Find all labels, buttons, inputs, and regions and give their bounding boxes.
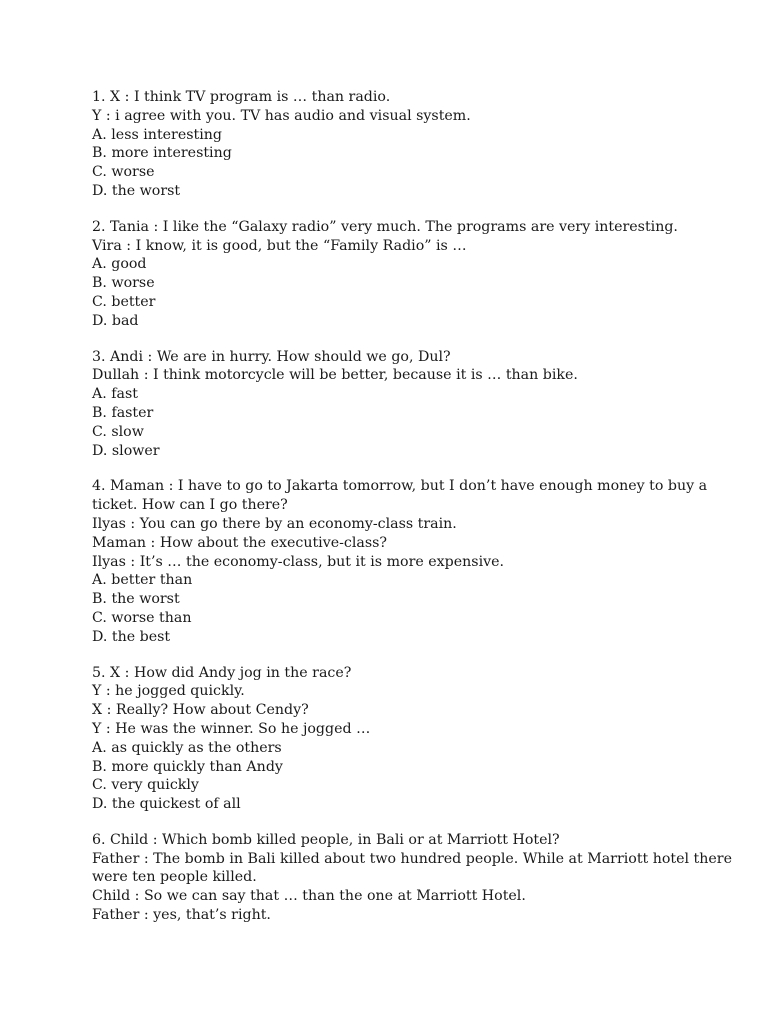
question-5-option-c: C. very quickly	[92, 777, 199, 794]
question-3-option-d: D. slower	[92, 442, 160, 459]
question-5-followup: X : Really? How about Cendy?	[92, 702, 309, 719]
question-3-reply: Dullah : I think motorcycle will be better, because it is … than bike.	[92, 367, 578, 384]
document-page	[92, 88, 732, 942]
question-2-option-d: D. bad	[92, 312, 139, 329]
question-2-reply: Vira : I know, it is good, but the “Family Radio” is …	[92, 237, 467, 254]
question-4-option-a: A. better than	[92, 572, 193, 589]
question-3-prompt: 3. Andi : We are in hurry. How should we go, Dul?	[92, 348, 451, 365]
question-1-option-b: B. more interesting	[92, 145, 232, 162]
question-1-option-c: C. worse	[92, 164, 155, 181]
question-5-answer-line: Y : He was the winner. So he jogged …	[92, 720, 371, 737]
question-5-prompt: 5. X : How did Andy jog in the race?	[92, 664, 352, 681]
question-2	[92, 218, 732, 331]
question-4	[92, 477, 732, 646]
question-5-option-d: D. the quickest of all	[92, 796, 241, 813]
question-1-option-d: D. the worst	[92, 182, 181, 199]
question-1-prompt: 1. X : I think TV program is … than radio.	[92, 89, 391, 105]
question-5-option-a: A. as quickly as the others	[92, 739, 282, 756]
question-2-prompt: 2. Tania : I like the “Galaxy radio” very much. The programs are very interesting.	[92, 218, 678, 235]
question-5	[92, 664, 732, 814]
question-1	[92, 88, 732, 201]
question-6-followup: Child : So we can say that … than the one at Marriott Hotel.	[92, 888, 526, 905]
question-2-option-b: B. worse	[92, 275, 155, 292]
question-4-answer-line: Ilyas : It’s … the economy-class, but it is more expensive.	[92, 553, 505, 570]
question-2-option-a: A. good	[92, 256, 147, 273]
question-1-option-a: A. less interesting	[92, 126, 222, 143]
question-2-option-c: C. better	[92, 293, 156, 310]
question-4-prompt: 4. Maman : I have to go to Jakarta tomorrow, but I don’t have enough money to buy a ticket. How can I go there?	[92, 478, 708, 514]
question-3	[92, 348, 732, 461]
question-6	[92, 831, 732, 925]
question-5-option-b: B. more quickly than Andy	[92, 758, 283, 775]
question-1-reply: Y : i agree with you. TV has audio and visual system.	[92, 107, 471, 124]
question-4-option-d: D. the best	[92, 628, 171, 645]
question-6-answer-line: Father : yes, that’s right.	[92, 907, 271, 924]
question-4-option-c: C. worse than	[92, 609, 192, 626]
question-6-prompt: 6. Child : Which bomb killed people, in Bali or at Marriott Hotel?	[92, 831, 560, 848]
question-4-reply: Ilyas : You can go there by an economy-class train.	[92, 515, 457, 532]
question-5-reply: Y : he jogged quickly.	[92, 683, 245, 700]
question-4-followup: Maman : How about the executive-class?	[92, 534, 388, 551]
question-4-option-b: B. the worst	[92, 591, 180, 608]
question-3-option-c: C. slow	[92, 423, 144, 440]
question-6-reply: Father : The bomb in Bali killed about two hundred people. While at Marriott hotel there were ten people killed.	[92, 850, 732, 886]
question-3-option-b: B. faster	[92, 404, 154, 421]
question-3-option-a: A. fast	[92, 386, 138, 403]
